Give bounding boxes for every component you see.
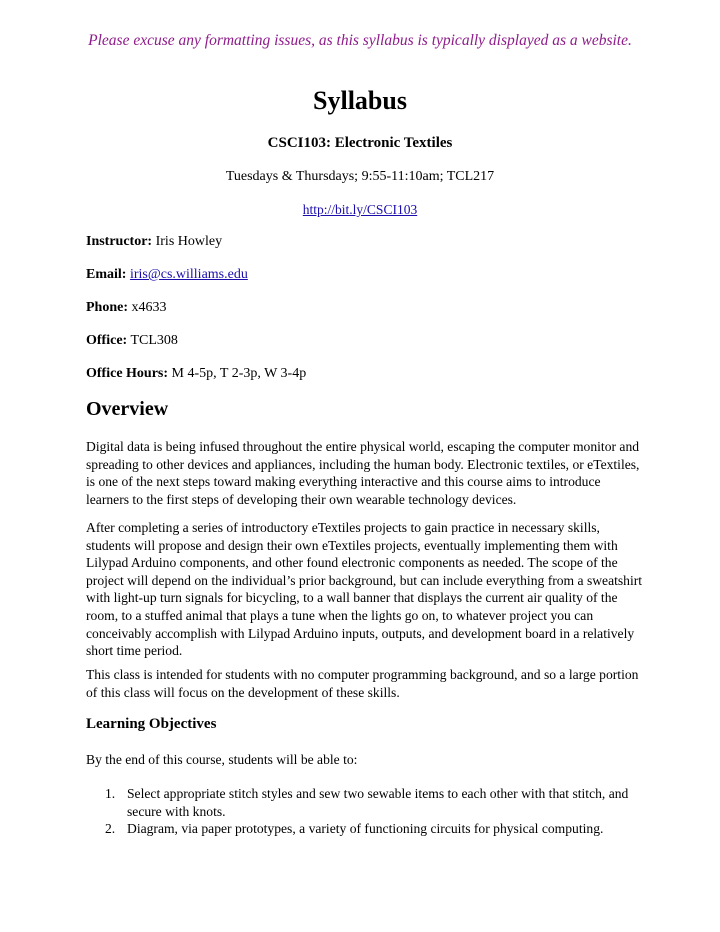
instructor-row [86,234,222,250]
office-hours-value: M 4-5p, T 2-3p, W 3-4p [171,366,307,381]
list-item-text: Select appropriate stitch styles and sew two sewable items to each other with that stitch, and secure with knots. [127,786,629,819]
list-item-number: 2. [105,821,116,837]
course-schedule: Tuesdays & Thursdays; 9:55-11:10am; TCL217 [225,169,495,184]
office-hours-row [86,366,306,382]
instructor-value: Iris Howley [155,234,223,249]
phone-row [86,300,167,316]
objectives-list [86,785,646,838]
email-link[interactable]: iris@cs.williams.edu [129,267,248,282]
list-item-text: Diagram, via paper prototypes, a variety of functioning circuits for physical computing. [127,821,604,837]
office-row [86,333,178,349]
overview-paragraph-2: After completing a series of introductory eTextiles projects to gain practice in necessary skills, students will propose and design their own eTextiles projects, eventually implementing them with Lilypad Arduino components, and other found electronic components as needed. The scope of the project will depend on the individual’s prior background, but can include everything from a sweatshirt with light-up turn signals for bicycling, to a wall banner that displays the current air quality of the room, to a stuffed animal that plays a tune when the lights go on, to whatever project you can conceivably accomplish with Lilypad Arduino inputs, outputs, and development board in a relatively short time period. [86,520,643,659]
office-label: Office: [86,333,128,348]
list-item-number: 1. [105,786,116,801]
office-value: TCL308 [130,333,178,348]
list-item [86,785,646,820]
course-link[interactable]: http://bit.ly/CSCI103 [302,202,418,217]
phone-value: x4633 [131,300,167,315]
email-label: Email: [86,267,127,282]
email-row [86,267,248,283]
office-hours-label: Office Hours: [86,366,169,381]
phone-label: Phone: [86,300,128,315]
learning-objectives-heading: Learning Objectives [86,716,217,732]
list-item [86,820,646,838]
formatting-notice: Please excuse any formatting issues, as this syllabus is typically displayed as a website. [88,32,632,49]
page-title: Syllabus [313,86,407,115]
overview-paragraph-3: This class is intended for students with no computer programming background, and so a large portion of this class will focus on the development of these skills. [86,667,639,700]
objectives-intro: By the end of this course, students will be able to: [86,752,358,767]
course-title: CSCI103: Electronic Textiles [267,135,453,151]
instructor-label: Instructor: [86,234,153,249]
overview-paragraph-1: Digital data is being infused throughout the entire physical world, escaping the computer monitor and spreading to other devices and appliances, including the human body. Electronic textiles, or eTextiles, is one of the next steps toward making everything interactive and this course aims to introduce learners to the first steps of developing their own wearable technology devices. [86,439,640,507]
overview-heading: Overview [86,398,169,420]
course-link-container [0,202,720,218]
